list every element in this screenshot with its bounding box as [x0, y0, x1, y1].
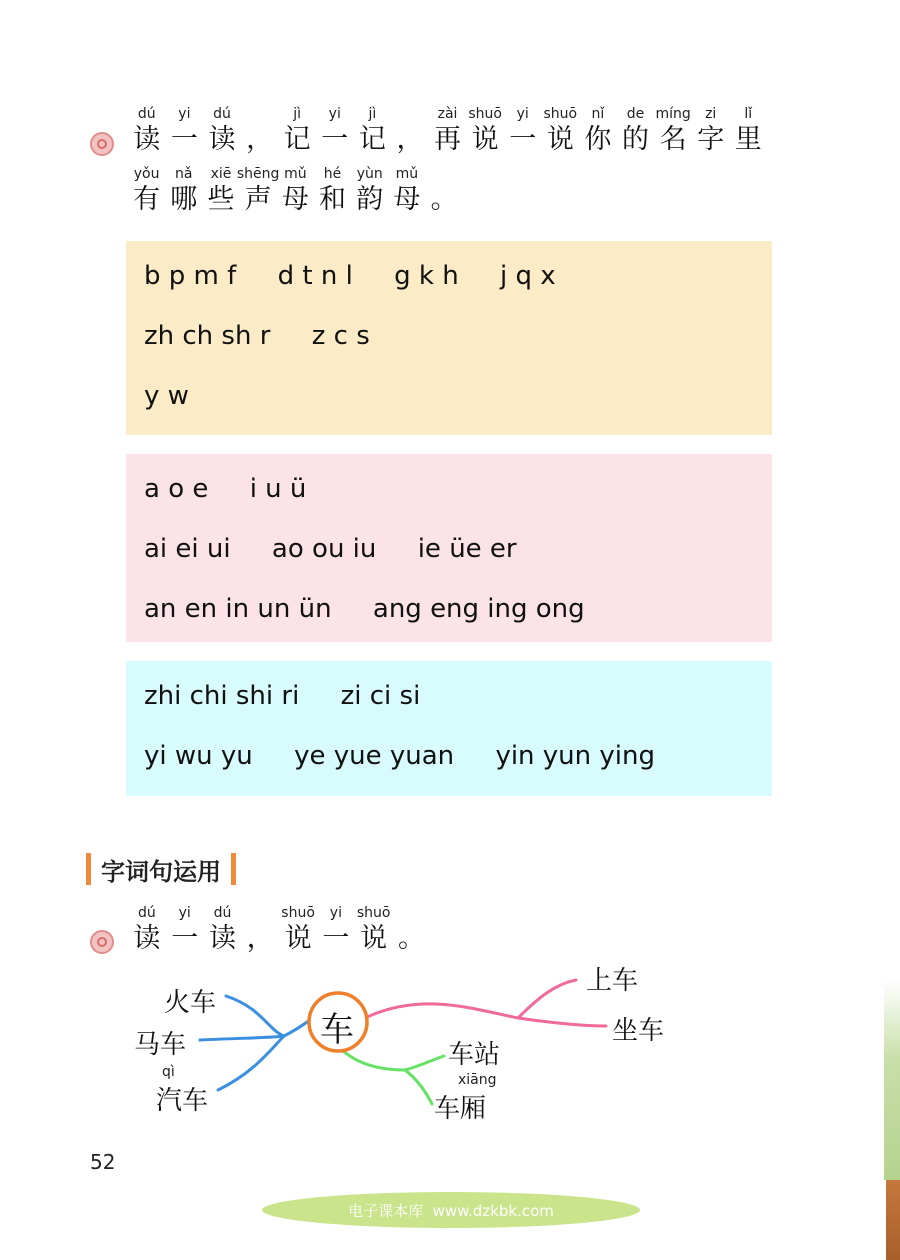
branch-right-main — [365, 1004, 606, 1026]
pinyin: dú — [137, 106, 156, 122]
hanzi: 有 — [133, 184, 161, 215]
branch-center-left — [284, 1020, 310, 1036]
watermark-banner — [262, 1192, 640, 1228]
hanzi: 和 — [319, 184, 347, 215]
pinyin: mǔ — [395, 166, 419, 182]
page-edge-decoration-brown — [886, 1180, 900, 1260]
pinyin: nǐ — [591, 106, 605, 122]
branch-chexiang — [405, 1070, 432, 1104]
hanzi: ， — [246, 923, 274, 954]
hanzi: 一 — [170, 124, 198, 155]
word-chezhan: 车站 — [448, 1040, 501, 1070]
pinyin: lǐ — [744, 106, 753, 122]
pinyin: shuō — [356, 905, 391, 921]
hanzi: 一 — [322, 923, 350, 954]
pinyin: zi — [705, 106, 717, 122]
pinyin: de — [626, 106, 645, 122]
pinyin: yǒu — [133, 166, 160, 182]
hanzi: 说 — [360, 923, 388, 954]
word-zuoche: 坐车 — [612, 1016, 665, 1046]
hanzi: 说 — [284, 923, 312, 954]
pinyin: yùn — [356, 166, 383, 182]
pinyin-qi: qì — [162, 1064, 175, 1080]
pinyin: yi — [178, 106, 191, 122]
syllables-row-2: yi wu yu ye yue yuan yin yun ying — [144, 741, 655, 771]
syllables-row-1: zhi chi shi ri zi ci si — [144, 681, 421, 711]
initials-row-2: zh ch sh r z c s — [144, 321, 370, 351]
hanzi: 的 — [622, 124, 650, 155]
hanzi: 。 — [430, 184, 458, 215]
pinyin: yi — [329, 905, 342, 921]
word-qiche: 汽车 — [156, 1086, 209, 1116]
pinyin: hé — [323, 166, 342, 182]
hanzi: ， — [396, 124, 424, 155]
initials-row-1: b p m f d t n l g k h j q x — [144, 261, 556, 291]
pinyin: xiē — [210, 166, 232, 182]
watermark-text: 电子课本库 www.dzkbk.com — [348, 1201, 554, 1220]
center-word: 车 — [320, 1010, 354, 1050]
hanzi: 说 — [471, 124, 499, 155]
pinyin: dú — [213, 106, 231, 122]
pinyin: yi — [178, 905, 191, 921]
hanzi: 记 — [358, 124, 386, 155]
hanzi: ， — [246, 124, 274, 155]
word-shangche: 上车 — [586, 966, 639, 996]
pinyin: mǔ — [284, 166, 307, 182]
hanzi: 里 — [734, 124, 762, 155]
hanzi: 韵 — [356, 184, 384, 215]
hanzi: 说 — [546, 124, 574, 155]
hanzi: 声 — [244, 184, 272, 215]
hanzi: 一 — [509, 124, 537, 155]
pinyin: nǎ — [175, 166, 193, 182]
pinyin: zài — [437, 106, 458, 122]
pinyin: shuō — [543, 106, 578, 122]
word-huoche: 火车 — [164, 988, 217, 1018]
pinyin: jì — [368, 106, 377, 122]
page-edge-decoration — [884, 980, 900, 1180]
hanzi: 读 — [133, 923, 161, 954]
hanzi: 读 — [133, 124, 161, 155]
hanzi: 读 — [208, 124, 236, 155]
finals-row-3: an en in un ün ang eng ing ong — [144, 594, 585, 624]
hanzi: 记 — [283, 124, 311, 155]
section-title: 字词句运用 — [101, 857, 221, 886]
word-mache: 马车 — [134, 1030, 187, 1060]
word-chexiang: 车厢 — [434, 1094, 487, 1124]
finals-row-1: a o e i u ü — [144, 474, 307, 504]
finals-row-2: ai ei ui ao ou iu ie üe er — [144, 534, 517, 564]
pinyin-xiang: xiāng — [458, 1072, 497, 1088]
hanzi: 母 — [393, 184, 421, 215]
branch-huoche — [226, 996, 284, 1036]
hanzi: 一 — [321, 124, 349, 155]
pinyin: míng — [655, 106, 691, 122]
page-number: 52 — [90, 1150, 116, 1174]
pinyin: shuō — [281, 905, 315, 921]
pinyin: yi — [516, 106, 529, 122]
hanzi: 读 — [208, 923, 236, 954]
hanzi: 母 — [281, 184, 309, 215]
hanzi: 哪 — [170, 184, 198, 215]
hanzi: 一 — [171, 923, 199, 954]
pinyin: dú — [213, 905, 232, 921]
hanzi: 字 — [697, 124, 725, 155]
branch-lower-main — [342, 1050, 444, 1070]
pinyin: shuō — [468, 106, 502, 122]
branch-mache — [200, 1036, 284, 1040]
initials-row-3: y w — [144, 381, 189, 411]
hanzi: 。 — [397, 923, 425, 954]
branch-qiche — [218, 1036, 284, 1090]
hanzi: 名 — [659, 124, 687, 155]
pinyin: yi — [328, 106, 341, 122]
hanzi: 你 — [584, 124, 612, 155]
hanzi: 些 — [207, 184, 235, 215]
branch-shangche — [518, 980, 576, 1018]
pinyin: dú — [138, 905, 156, 921]
pinyin: shēng — [236, 166, 280, 182]
hanzi: 再 — [434, 124, 462, 155]
pinyin: jì — [293, 106, 302, 122]
